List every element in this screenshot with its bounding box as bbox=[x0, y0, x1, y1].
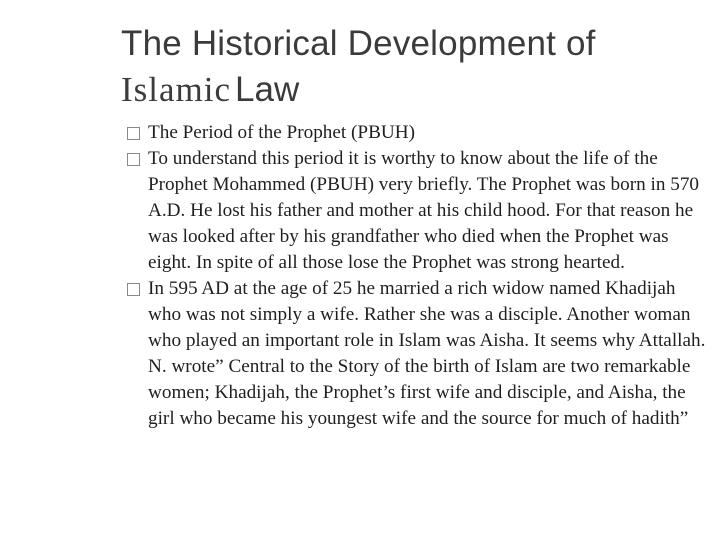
slide-title-line-1: The Historical Development of bbox=[121, 24, 596, 63]
bullet-text-prophet-life: To understand this period it is worthy to know about the life of the Prophet Mohammed (PBUH) very briefly. The Prophet was born in 570 A.D. He lost his father and mother at his child hood. For that reason he was looked after by his grandfather who died when the Prophet was eight. In spite of all those lose the Prophet was strong hearted. bbox=[148, 148, 700, 273]
box-bullet-icon bbox=[127, 153, 140, 166]
box-bullet-icon bbox=[127, 127, 140, 140]
bullet-text-prophet-period: The Period of the Prophet (PBUH) bbox=[148, 122, 415, 143]
bullet-item-prophet-life bbox=[127, 146, 712, 276]
bullet-text-khadijah-aisha: In 595 AD at the age of 25 he married a rich widow named Khadijah who was not simply a wife. Rather she was a disciple. Another woman who played an important role in Islam was Aisha. It seems why Attallah. N. wrote” Central to the Story of the birth of Islam are two remarkable women; Khadijah, the Prophet’s first wife and disciple, and Aisha, the girl who became his youngest wife and the source for much of hadith” bbox=[148, 278, 706, 429]
bullet-list bbox=[127, 120, 712, 432]
slide-title-line-2 bbox=[121, 70, 299, 110]
slide-title-word-law: Law bbox=[235, 70, 300, 109]
slide-title-word-islamic: Islamic bbox=[121, 70, 232, 109]
bullet-item-prophet-period bbox=[127, 120, 712, 146]
box-bullet-icon bbox=[127, 283, 140, 296]
bullet-item-khadijah-aisha bbox=[127, 276, 712, 432]
